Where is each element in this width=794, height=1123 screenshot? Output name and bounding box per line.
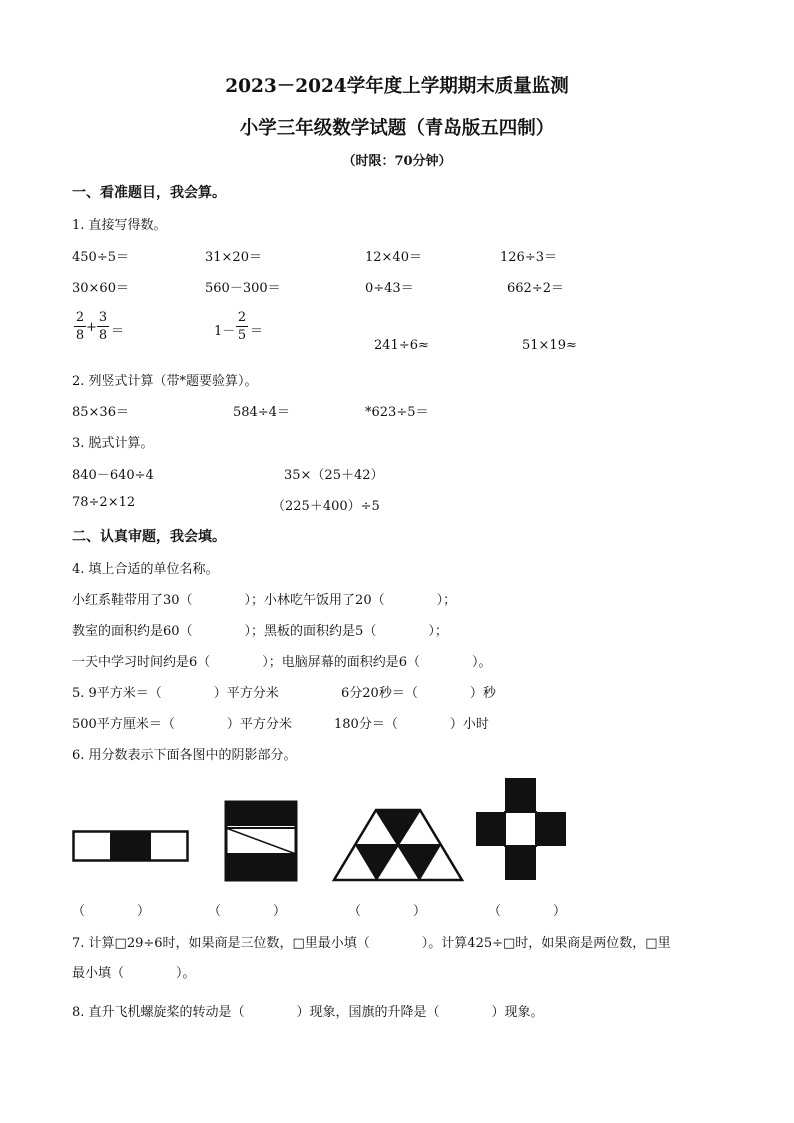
fraction-2-8: 2 8: [75, 310, 85, 343]
q7-line-1: 7. 计算□29÷6时，如果商是三位数，□里最小填（ ）。计算425÷□时，如果商是两位数，□里: [72, 936, 671, 951]
q4-label: 4. 填上合适的单位名称。: [72, 562, 219, 577]
q2-item-1: 85×36＝: [72, 405, 129, 420]
section2-heading: 二、认真审题，我会填。: [72, 529, 226, 545]
q1-r2-c3: 0÷43＝: [365, 281, 414, 296]
q4-line-3: 一天中学习时间约是6（ ）；电脑屏幕的面积约是6（ ）。: [72, 655, 492, 670]
equals-sign-2: ＝: [250, 324, 264, 339]
q5-d: 180分＝（ ）小时: [334, 717, 489, 732]
q1-r2-c1: 30×60＝: [72, 281, 129, 296]
q3-item-4: （225＋400）÷5: [272, 499, 380, 514]
figure-cross: [474, 776, 568, 882]
plus-sign: +: [86, 320, 97, 335]
q1-r2-c4: 662÷2＝: [507, 281, 564, 296]
q7-line-2: 最小填（ ）。: [72, 966, 196, 981]
q2-item-2: 584÷4＝: [233, 405, 290, 420]
equals-sign: ＝: [111, 324, 125, 339]
q3-item-1: 840－640÷4: [72, 468, 154, 483]
q2-item-3: *623÷5＝: [365, 405, 429, 420]
q1-r1-c2: 31×20＝: [205, 250, 262, 265]
q1-r1-c1: 450÷5＝: [72, 250, 129, 265]
figure-triangles: [332, 808, 464, 882]
fraction-3-8: 3 8: [98, 310, 108, 343]
q3-item-2: 35×（25＋42）: [284, 468, 384, 483]
q2-label: 2. 列竖式计算（带*题要验算）。: [72, 374, 258, 389]
figure-bar: [72, 830, 190, 862]
q3-item-3: 78÷2×12: [72, 495, 136, 510]
q6-answer-4: （ ）: [488, 904, 567, 919]
exam-title: 2023－2024学年度上学期期末质量监测: [225, 76, 569, 97]
q1-r1-c4: 126÷3＝: [500, 250, 557, 265]
q4-line-2: 教室的面积约是60（ ）；黑板的面积约是5（ ）；: [72, 624, 448, 639]
q6-label: 6. 用分数表示下面各图中的阴影部分。: [72, 748, 297, 763]
fraction-2-5: 2 5: [237, 310, 247, 343]
approx-1: 241÷6≈: [374, 338, 429, 353]
q6-answer-3: （ ）: [348, 904, 427, 919]
q4-line-1: 小红系鞋带用了30（ ）；小林吃午饭用了20（ ）；: [72, 593, 457, 608]
exam-subtitle: 小学三年级数学试题（青岛版五四制）: [239, 118, 555, 139]
section1-heading: 一、看准题目，我会算。: [72, 185, 226, 201]
q6-answer-1: （ ）: [72, 904, 151, 919]
approx-2: 51×19≈: [522, 338, 577, 353]
q1-r2-c2: 560－300＝: [205, 281, 281, 296]
q5-a: 5. 9平方米＝（ ）平方分米: [72, 686, 279, 701]
figure-square-strips: [224, 800, 298, 882]
q8-line-1: 8. 直升飞机螺旋桨的转动是（ ）现象，国旗的升降是（ ）现象。: [72, 1005, 544, 1020]
q3-label: 3. 脱式计算。: [72, 436, 154, 451]
q6-answer-2: （ ）: [208, 904, 287, 919]
one-minus: 1－: [214, 324, 236, 339]
q5-b: 6分20秒＝（ ）秒: [341, 686, 496, 701]
time-limit: （时限：70分钟）: [342, 154, 452, 169]
q5-c: 500平方厘米＝（ ）平方分米: [72, 717, 292, 732]
q1-label: 1. 直接写得数。: [72, 218, 167, 233]
q1-r1-c3: 12×40＝: [365, 250, 422, 265]
